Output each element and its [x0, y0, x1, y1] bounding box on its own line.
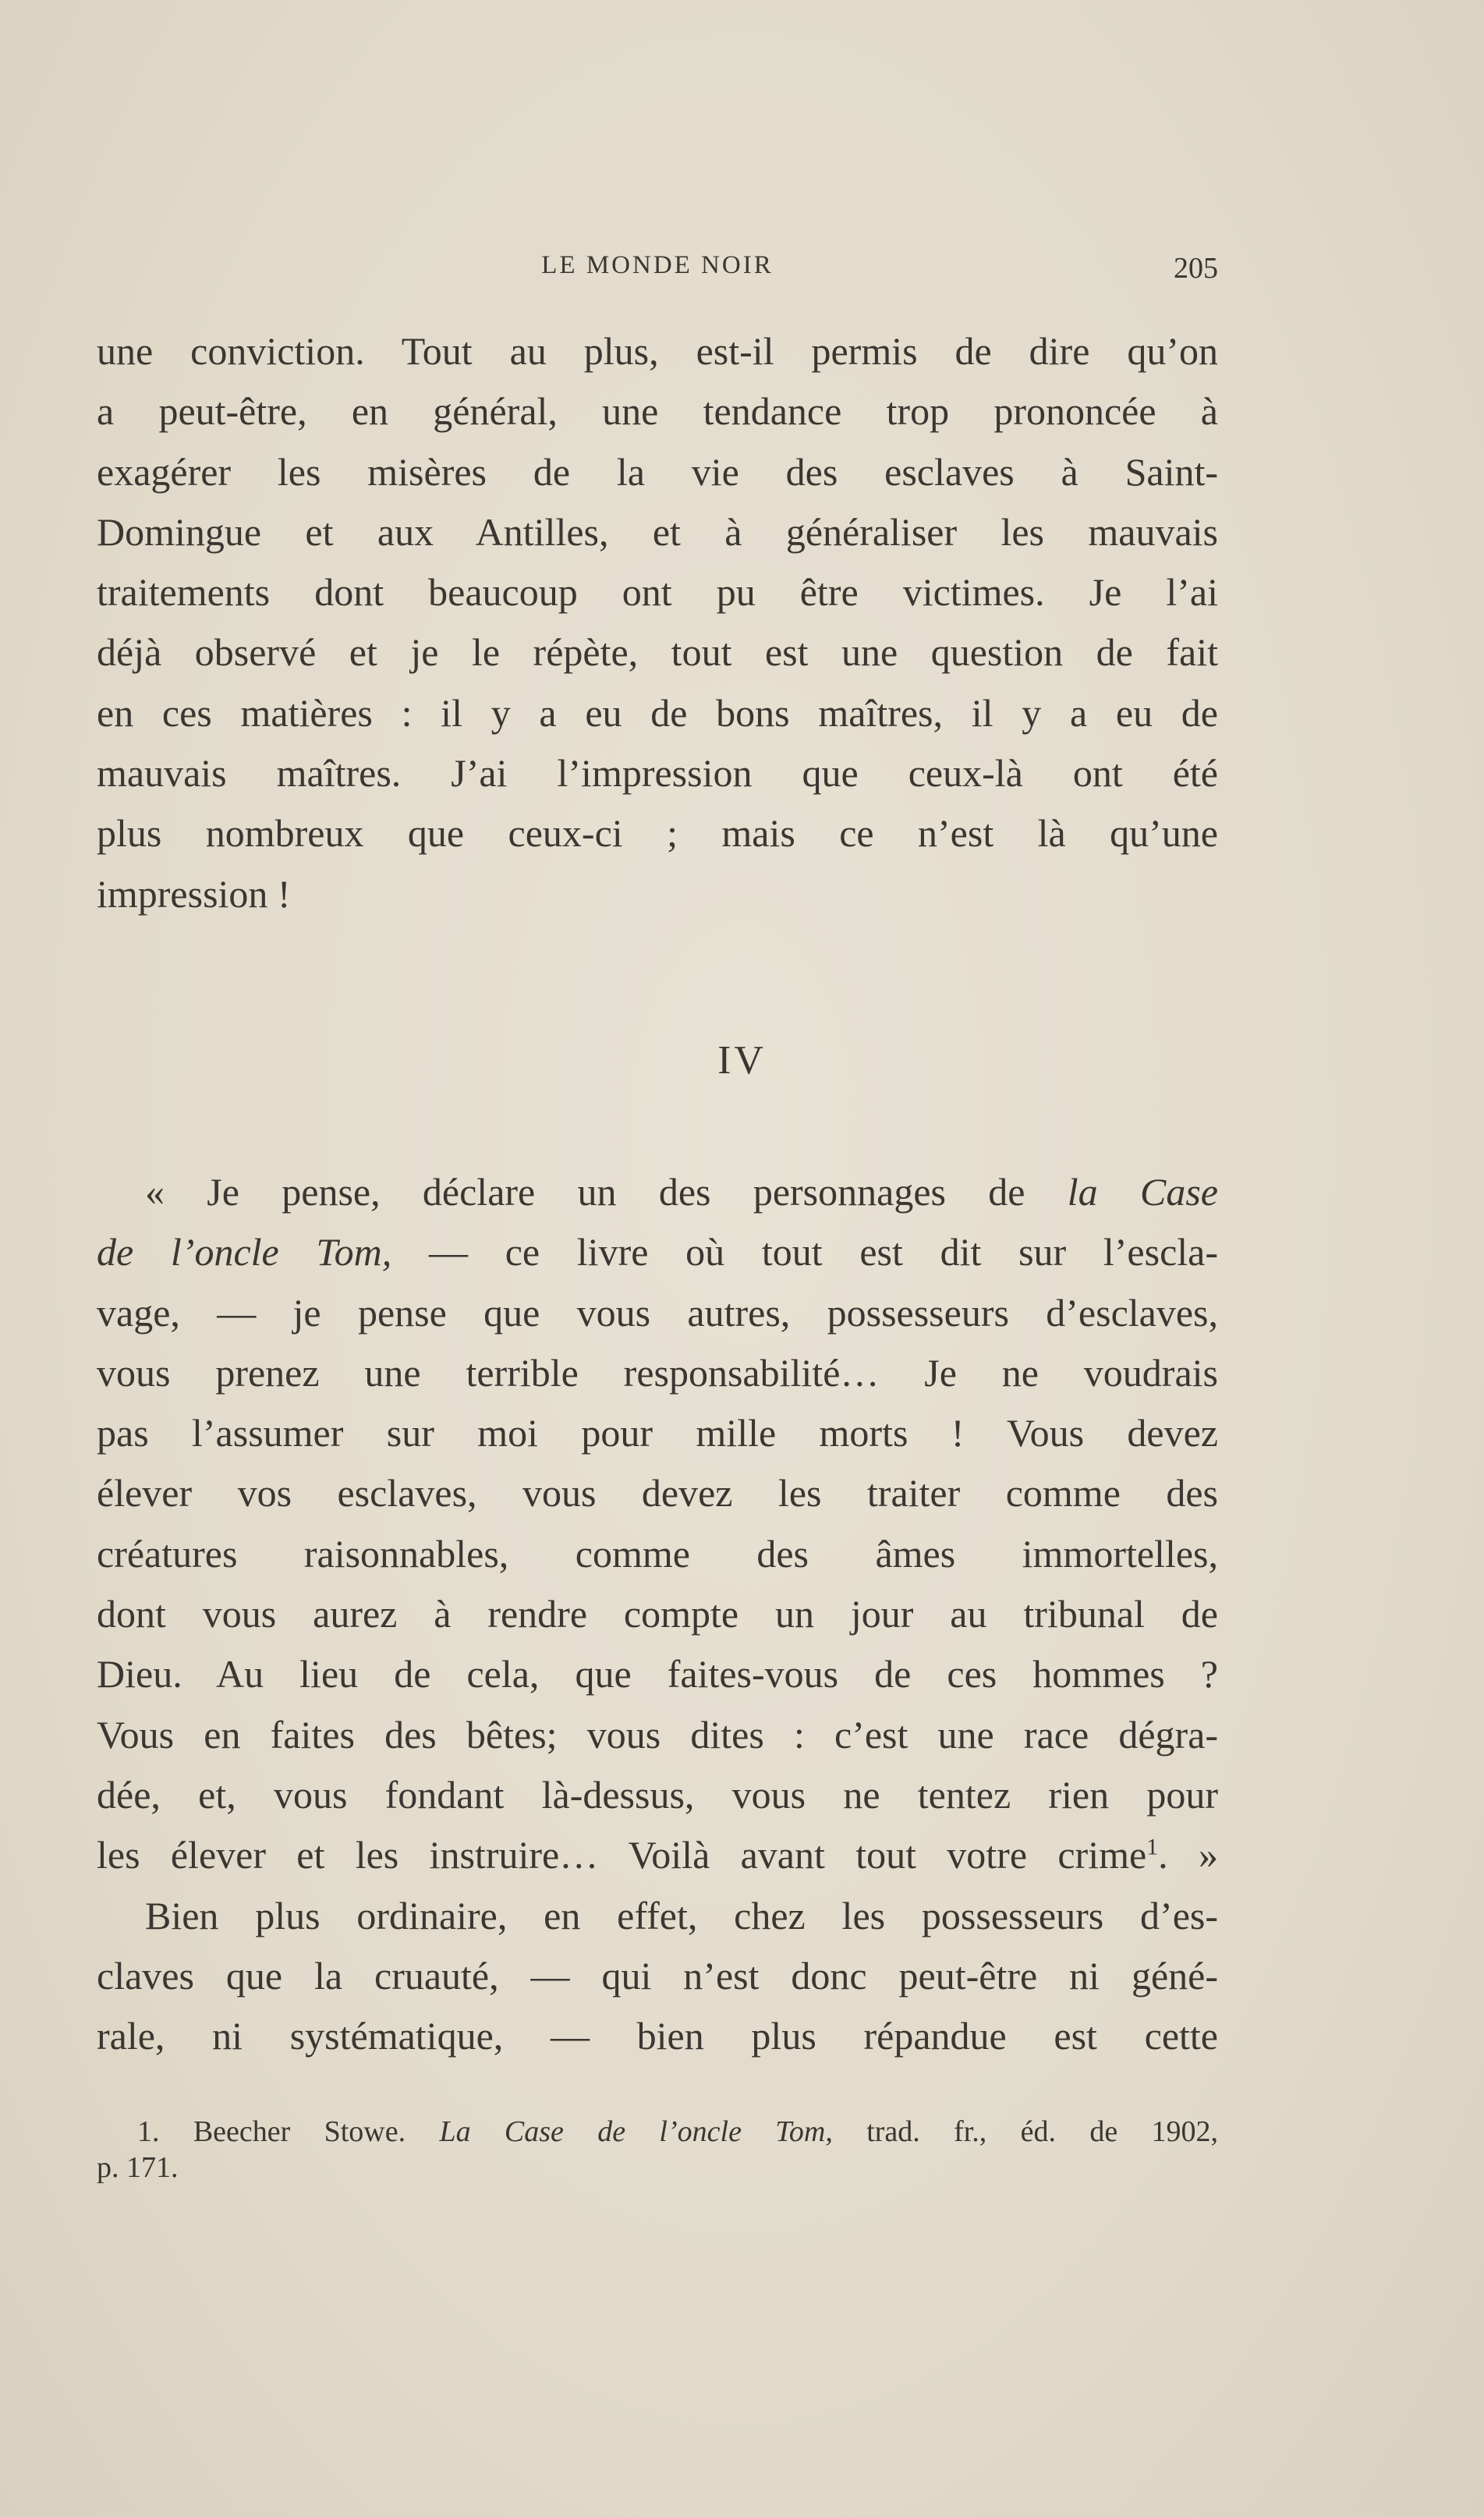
text-line: une conviction. Tout au plus, est-il permis de dire qu’on [97, 329, 1218, 373]
text-line [97, 1825, 1218, 1885]
footnote-line: p. 171. [97, 2151, 179, 2184]
text-line [97, 1222, 1218, 1282]
text-line: créatures raisonnables, comme des âmes immortelles, [97, 1531, 1218, 1576]
book-title-italic: de l’oncle Tom, [97, 1230, 392, 1274]
text-line: claves que la cruauté, — qui n’est donc peut-être ni géné- [97, 1953, 1218, 1998]
footnote-line [97, 2114, 1218, 2150]
text-line [97, 1162, 1218, 1222]
text-line: élever vos esclaves, vous devez les traiter comme des [97, 1471, 1218, 1516]
running-header [97, 251, 1218, 290]
quote-end: . » [1158, 1833, 1218, 1877]
page-number: 205 [1174, 252, 1218, 285]
text-line: dont vous aurez à rendre compte un jour au tribunal de [97, 1592, 1218, 1636]
text-line: déjà observé et je le répète, tout est une question de fait [97, 630, 1218, 675]
text-span: les élever et les instruire… Voilà avant tout votre crime [97, 1833, 1147, 1877]
running-title: LE MONDE NOIR [541, 251, 774, 279]
paragraph-quotation [97, 1162, 1218, 2066]
text-line: Domingue et aux Antilles, et à généraliser les mauvais [97, 509, 1218, 554]
book-title-italic: la Case [1067, 1170, 1218, 1214]
text-line: impression ! [97, 871, 291, 916]
text-line: vous prenez une terrible responsabilité… Je ne voudrais [97, 1350, 1218, 1395]
text-line: Dieu. Au lieu de cela, que faites-vous de ces hommes ? [97, 1652, 1218, 1696]
footnote-reference: 1 [1146, 1834, 1159, 1860]
footnote-details: trad. fr., éd. de 1902, [866, 2115, 1219, 2148]
footnote [97, 2114, 1218, 2186]
text-line: en ces matières : il y a eu de bons maîtres, il y a eu de [97, 690, 1218, 735]
paragraph-slavery-exaggeration [97, 321, 1218, 924]
text-span: — ce livre où tout est dit sur l’escla- [428, 1230, 1219, 1274]
text-line: traitements dont beaucoup ont pu être victimes. Je l’ai [97, 570, 1218, 615]
text-line: pas l’assumer sur moi pour mille morts ! Vous devez [97, 1411, 1218, 1455]
quote-start: « Je pense, déclare un des personnages de [145, 1170, 1025, 1214]
section-heading: IV [717, 1038, 767, 1083]
text-line: dée, et, vous fondant là-dessus, vous ne tentez rien pour [97, 1772, 1218, 1817]
text-line: vage, — je pense que vous autres, possesseurs d’esclaves, [97, 1290, 1218, 1335]
text-line: plus nombreux que ceux-ci ; mais ce n’est là qu’une [97, 811, 1218, 856]
text-line: Vous en faites des bêtes; vous dites : c’est une race dégra- [97, 1712, 1218, 1757]
footnote-number: 1. [137, 2115, 160, 2148]
footnote-title: La Case de l’oncle Tom, [439, 2115, 833, 2148]
footnote-author: Beecher Stowe. [193, 2115, 406, 2148]
text-line: a peut-être, en général, une tendance trop prononcée à [97, 389, 1218, 434]
text-line: mauvais maîtres. J’ai l’impression que ceux-là ont été [97, 751, 1218, 796]
text-line: rale, ni systématique, — bien plus répandue est cette [97, 2014, 1218, 2058]
text-line: Bien plus ordinaire, en effet, chez les possesseurs d’es- [145, 1893, 1218, 1937]
text-line: exagérer les misères de la vie des esclaves à Saint- [97, 449, 1218, 494]
